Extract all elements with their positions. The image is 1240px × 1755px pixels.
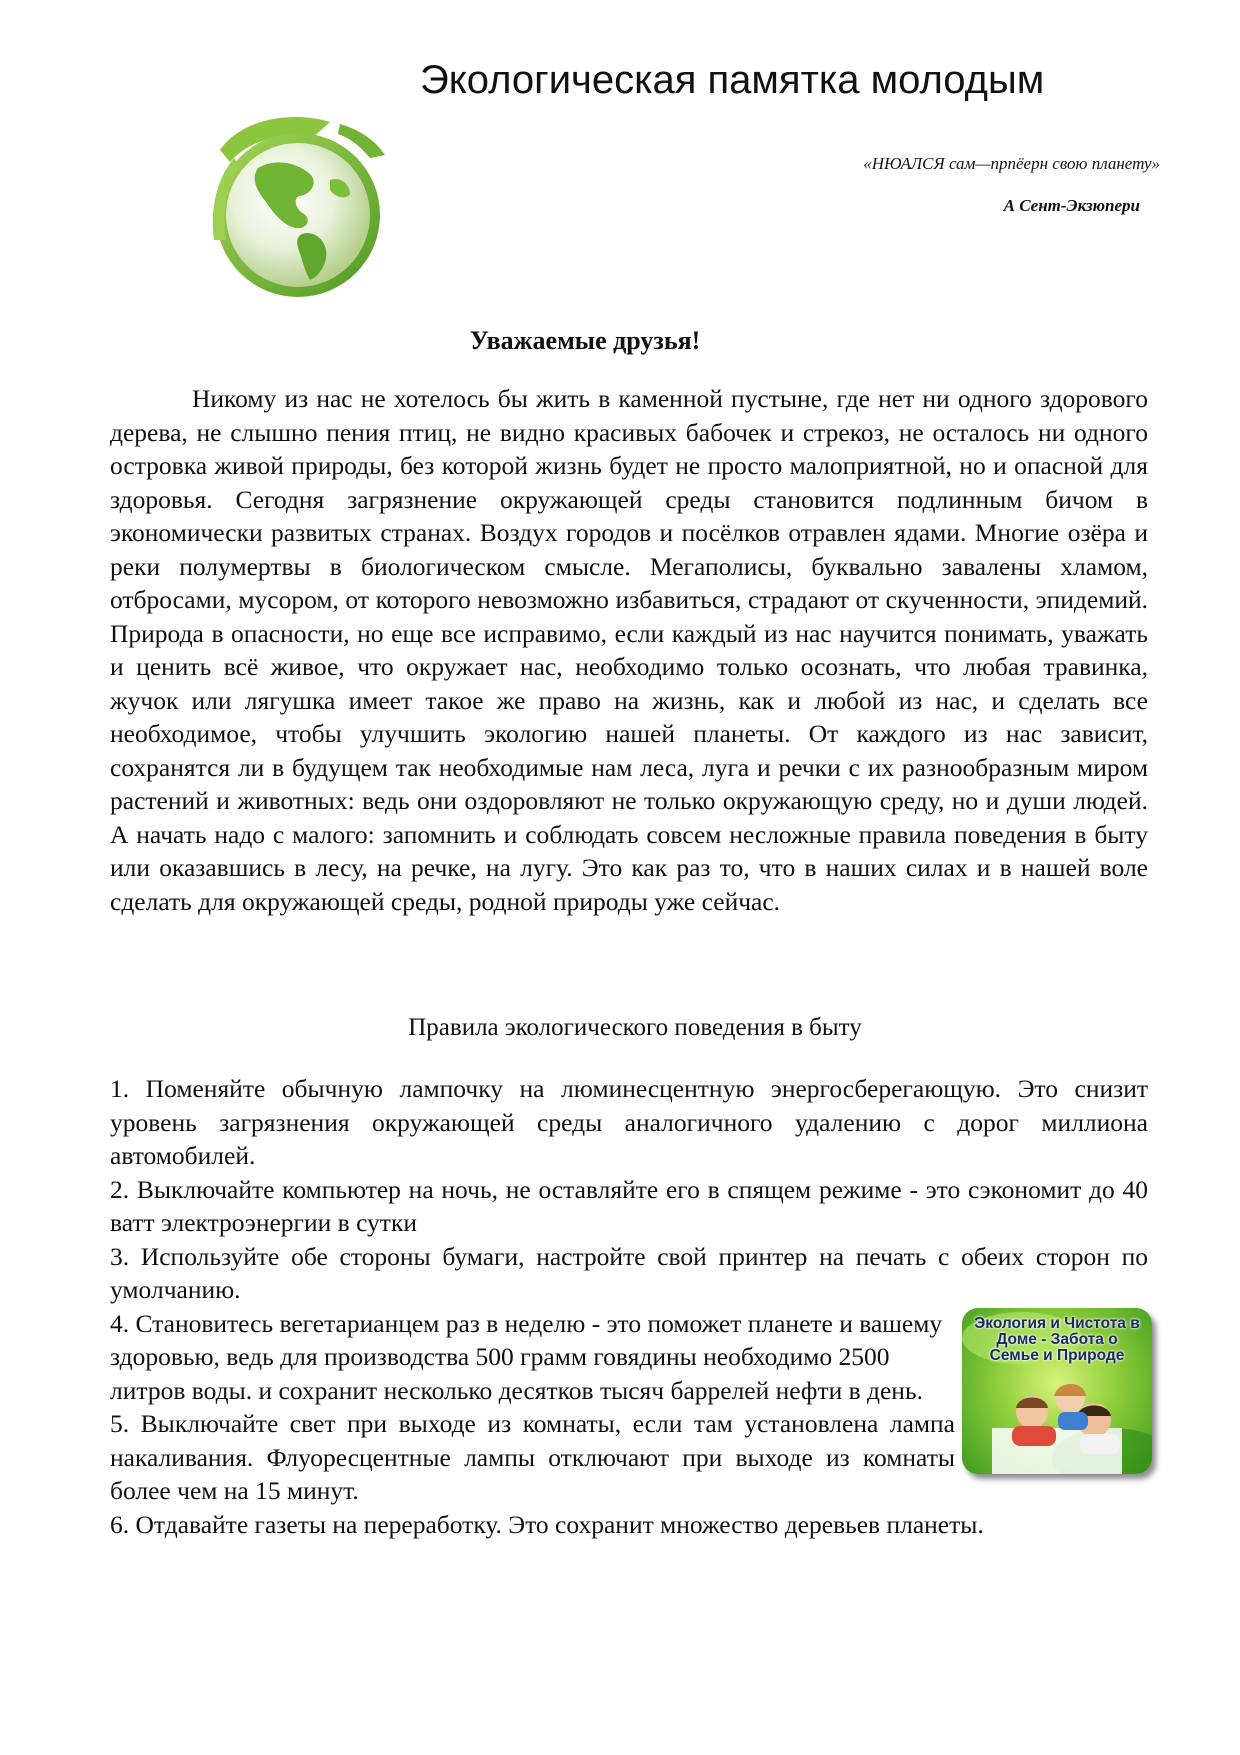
page-title: Экологическая памятка молодым bbox=[420, 58, 1045, 102]
greeting-heading: Уважаемые друзья! bbox=[469, 326, 701, 355]
globe-logo bbox=[200, 110, 390, 300]
epigraph-author: А Сент-Экзюпери bbox=[1003, 196, 1140, 215]
family-ecology-badge bbox=[962, 1308, 1152, 1474]
rule-item: 2. Выключайте компьютер на ночь, не оставляйте его в спящем режиме - это сэкономит до 40 ватт электроэнергии в сутки bbox=[110, 1174, 1148, 1237]
rule-item: 3. Используйте обе стороны бумаги, настройте свой принтер на печать с обеих сторон по умолчанию. bbox=[110, 1241, 1148, 1304]
intro-paragraph: Никому из нас не хотелось бы жить в каменной пустыне, где нет ни одного здорового дерева, не слышно пения птиц, не видно красивых бабочек и стрекоз, не осталось ни одного островка живой природы, без которой жизнь будет не просто малоприятной, но и опасной для здоровья. Сегодня загрязнение окружающей среды становится подлинным бичом в экономически развитых странах. Воздух городов и посёлков отравлен ядами. Многие озёра и реки полумертвы в биологическом смысле. Мегаполисы, буквально завалены хламом, отбросами, мусором, от которого невозможно избавиться, страдают от скученности, эпидемий. Природа в опасности, но еще все исправимо, если каждый из нас научится понимать, уважать и ценить всё живое, что окружает нас, необходимо только осознать, что любая травинка, жучок или лягушка имеет такое же право на жизнь, как и любой из нас, и сделать все необходимое, чтобы улучшить экологию нашей планеты. От каждого из нас зависит, сохранятся ли в будущем так необходимые нам леса, луга и речки с их разнообразным миром растений и животных: ведь они оздоровляют не только окружающую среду, но и души людей. А начать надо с малого: запомнить и соблюдать совсем несложные правила поведения в быту или оказавшись в лесу, на речке, на лугу. Это как раз то, что в наших силах и в нашей воле сделать для окружающей среды, родной природы уже сейчас. bbox=[110, 384, 1148, 916]
rule-item: 5. Выключайте свет при выходе из комнаты, если там установлена лампа накаливания. Флуоресцентные лампы отключают при выходе из комнаты более чем на 15 минут. bbox=[110, 1409, 955, 1505]
rule-item: 1. Поменяйте обычную лампочку на люминесцентную энергосберегающую. Это снизит уровень загрязнения окружающей среды аналогичного удалению с дорог миллиона автомобилей. bbox=[110, 1074, 1148, 1170]
rule-item: 4. Становитесь вегетарианцем раз в неделю - это поможет планете и вашему здоровью, ведь для производства 500 грамм говядины необходимо 2500 литров воды. и сохранит несколько десятков тысяч баррелей нефти в день. bbox=[110, 1308, 943, 1405]
rules-heading: Правила экологического поведения в быту bbox=[408, 1014, 862, 1041]
epigraph-quote: «НЮАЛСЯ сам—прпёерн свою планету» bbox=[863, 154, 1160, 173]
rule-item: 6. Отдавайте газеты на переработку. Это сохранит множество деревьев планеты. bbox=[110, 1509, 984, 1539]
badge-title: Экология и Чистота в Доме - Забота о Семье и Природе bbox=[974, 1315, 1140, 1364]
